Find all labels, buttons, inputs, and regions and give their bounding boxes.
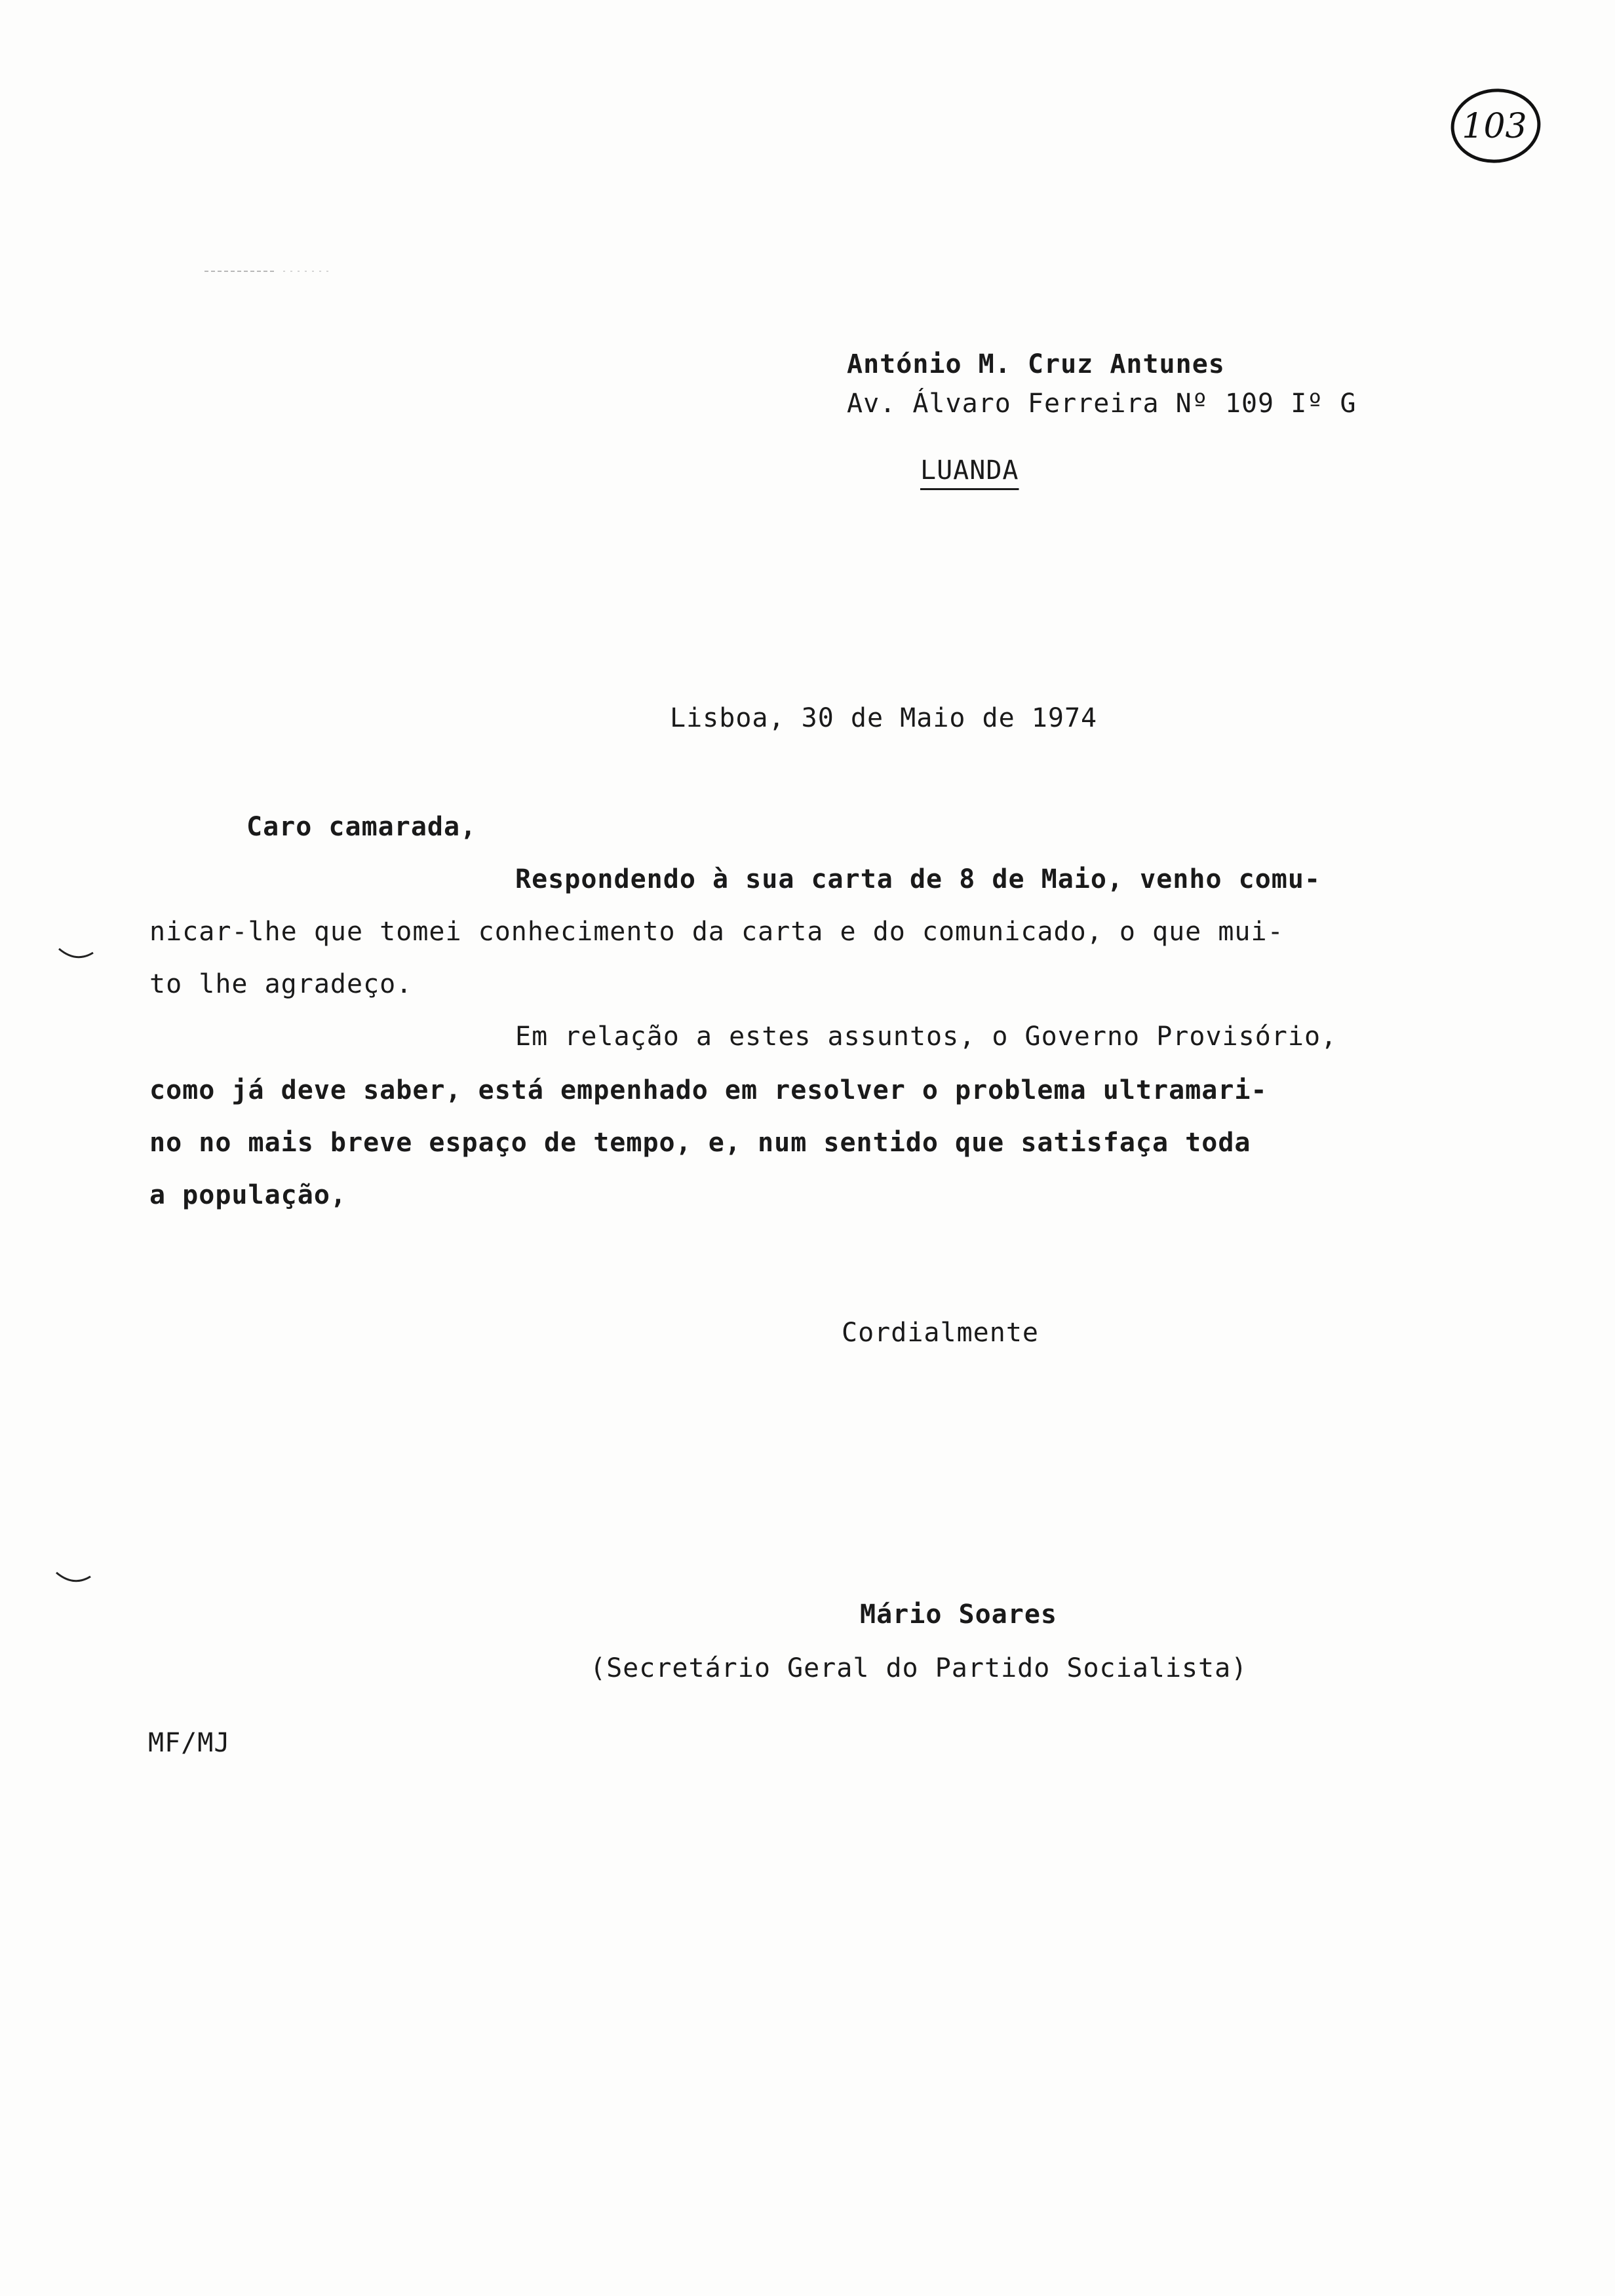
closing: Cordialmente xyxy=(842,1318,1039,1348)
salutation: Caro camarada, xyxy=(246,812,477,842)
body-line: Em relação a estes assuntos, o Governo Provisório, xyxy=(515,1022,1338,1052)
reference-initials: MF/MJ xyxy=(148,1728,231,1758)
body-line: Respondendo à sua carta de 8 de Maio, venho comu- xyxy=(515,864,1321,894)
signature-title: (Secretário Geral do Partido Socialista) xyxy=(590,1653,1248,1683)
signature-name: Mário Soares xyxy=(860,1599,1057,1630)
page-number: 103 xyxy=(1462,107,1527,146)
margin-mark xyxy=(58,946,94,962)
scan-smudge xyxy=(204,269,329,274)
page-number-stamp xyxy=(1447,84,1544,168)
recipient-address: Av. Álvaro Ferreira Nº 109 Iº G xyxy=(847,389,1357,419)
date-line: Lisboa, 30 de Maio de 1974 xyxy=(670,703,1098,733)
body-line: no no mais breve espaço de tempo, e, num sentido que satisfaça toda xyxy=(149,1128,1251,1158)
recipient-city: LUANDA xyxy=(920,455,1019,486)
margin-mark xyxy=(55,1570,92,1586)
body-line: nicar-lhe que tomei conhecimento da carta e do comunicado, o que mui- xyxy=(149,917,1284,947)
recipient-name: António M. Cruz Antunes xyxy=(847,349,1225,379)
body-line: a população, xyxy=(149,1180,347,1210)
body-line: como já deve saber, está empenhado em resolver o problema ultramari- xyxy=(149,1075,1268,1105)
body-line: to lhe agradeço. xyxy=(149,969,413,999)
